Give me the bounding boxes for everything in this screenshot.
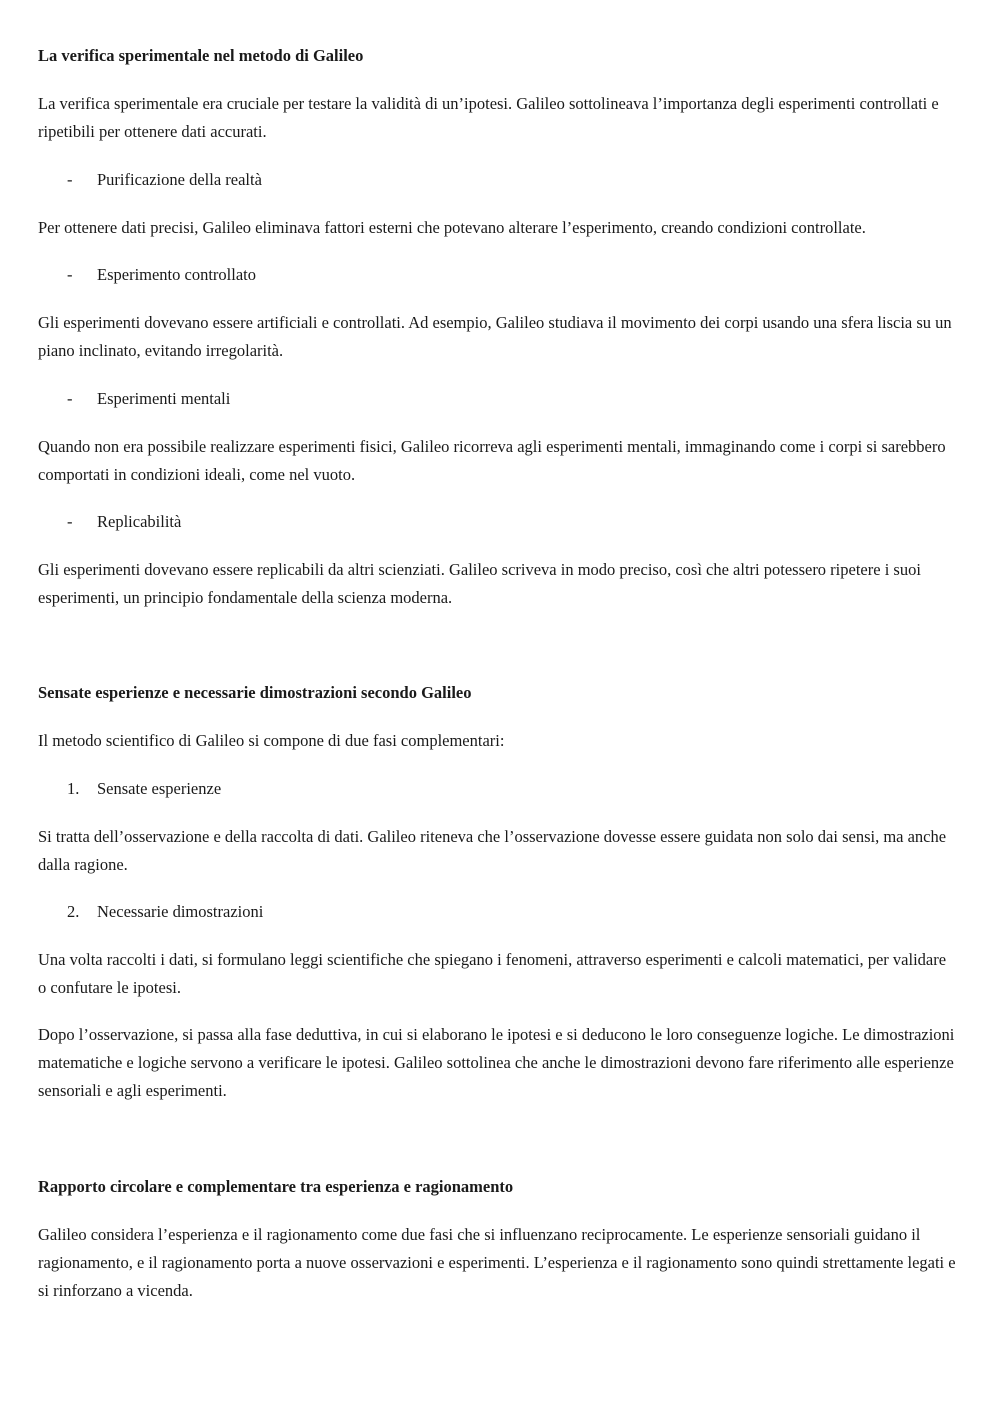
section-intro-rapporto: Galileo considera l’esperienza e il ragionamento come due fasi che si influenzano reciprocamente. Le esperienze sensoriali guidano il ragionamento, e il ragionamento porta a nuove osservazioni e esperimenti. L’esperienza e il ragionamento sono quindi strettamente legati e si rinforzano a vicenda. [38,1225,956,1300]
list-item [67,261,957,289]
list-marker: - [67,512,73,531]
list-item [67,508,957,536]
list-item-label: Purificazione della realtà [97,170,262,189]
section-intro-verifica: La verifica sperimentale era cruciale per testare la validità di un’ipotesi. Galileo sottolineava l’importanza degli esperimenti controllati e ripetibili per ottenere dati accurati. [38,94,939,141]
paragraph: Una volta raccolti i dati, si formulano leggi scientifiche che spiegano i fenomeni, attraverso esperimenti e calcoli matematici, per validare o confutare le ipotesi. [38,950,947,997]
list-item-label: Esperimenti mentali [97,389,231,408]
paragraph: Quando non era possibile realizzare esperimenti fisici, Galileo ricorreva agli esperimenti mentali, immaginando come i corpi si sarebbero comportati in condizioni ideali, come nel vuoto. [38,437,946,484]
section-title-rapporto: Rapporto circolare e complementare tra esperienza e ragionamento [38,1177,514,1196]
list-item-label: Sensate esperienze [97,779,222,798]
section-title-sensate: Sensate esperienze e necessarie dimostrazioni secondo Galileo [38,683,472,702]
list-item-label: Replicabilità [97,512,182,531]
paragraph: Dopo l’osservazione, si passa alla fase deduttiva, in cui si elaborano le ipotesi e si deducono le loro conseguenze logiche. Le dimostrazioni matematiche e logiche servono a verificare le ipotesi. Galileo sottolinea che anche le dimostrazioni devono fare riferimento alle esperienze sensoriali e agli esperimenti. [38,1025,955,1100]
section-title-verifica: La verifica sperimentale nel metodo di Galileo [38,46,364,65]
list-item-label: Esperimento controllato [97,265,256,284]
paragraph: Gli esperimenti dovevano essere replicabili da altri scienziati. Galileo scriveva in modo preciso, così che altri potessero ripetere i suoi esperimenti, un principio fondamentale della scienza moderna. [38,560,921,607]
list-item [67,898,957,926]
list-marker: - [67,389,73,408]
paragraph: Gli esperimenti dovevano essere artificiali e controllati. Ad esempio, Galileo studiava il movimento dei corpi usando una sfera liscia su un piano inclinato, evitando irregolarità. [38,313,952,360]
list-item [67,385,957,413]
list-marker: - [67,265,73,284]
paragraph: Per ottenere dati precisi, Galileo eliminava fattori esterni che potevano alterare l’esperimento, creando condizioni controllate. [38,218,866,237]
list-marker: - [67,170,73,189]
list-item [67,775,957,803]
section-intro-sensate: Il metodo scientifico di Galileo si compone di due fasi complementari: [38,731,505,750]
list-item-label: Necessarie dimostrazioni [97,902,264,921]
paragraph: Si tratta dell’osservazione e della raccolta di dati. Galileo riteneva che l’osservazione dovesse essere guidata non solo dai sensi, ma anche dalla ragione. [38,827,947,874]
list-marker: 1. [67,779,80,798]
list-item [67,166,957,194]
list-marker: 2. [67,902,80,921]
